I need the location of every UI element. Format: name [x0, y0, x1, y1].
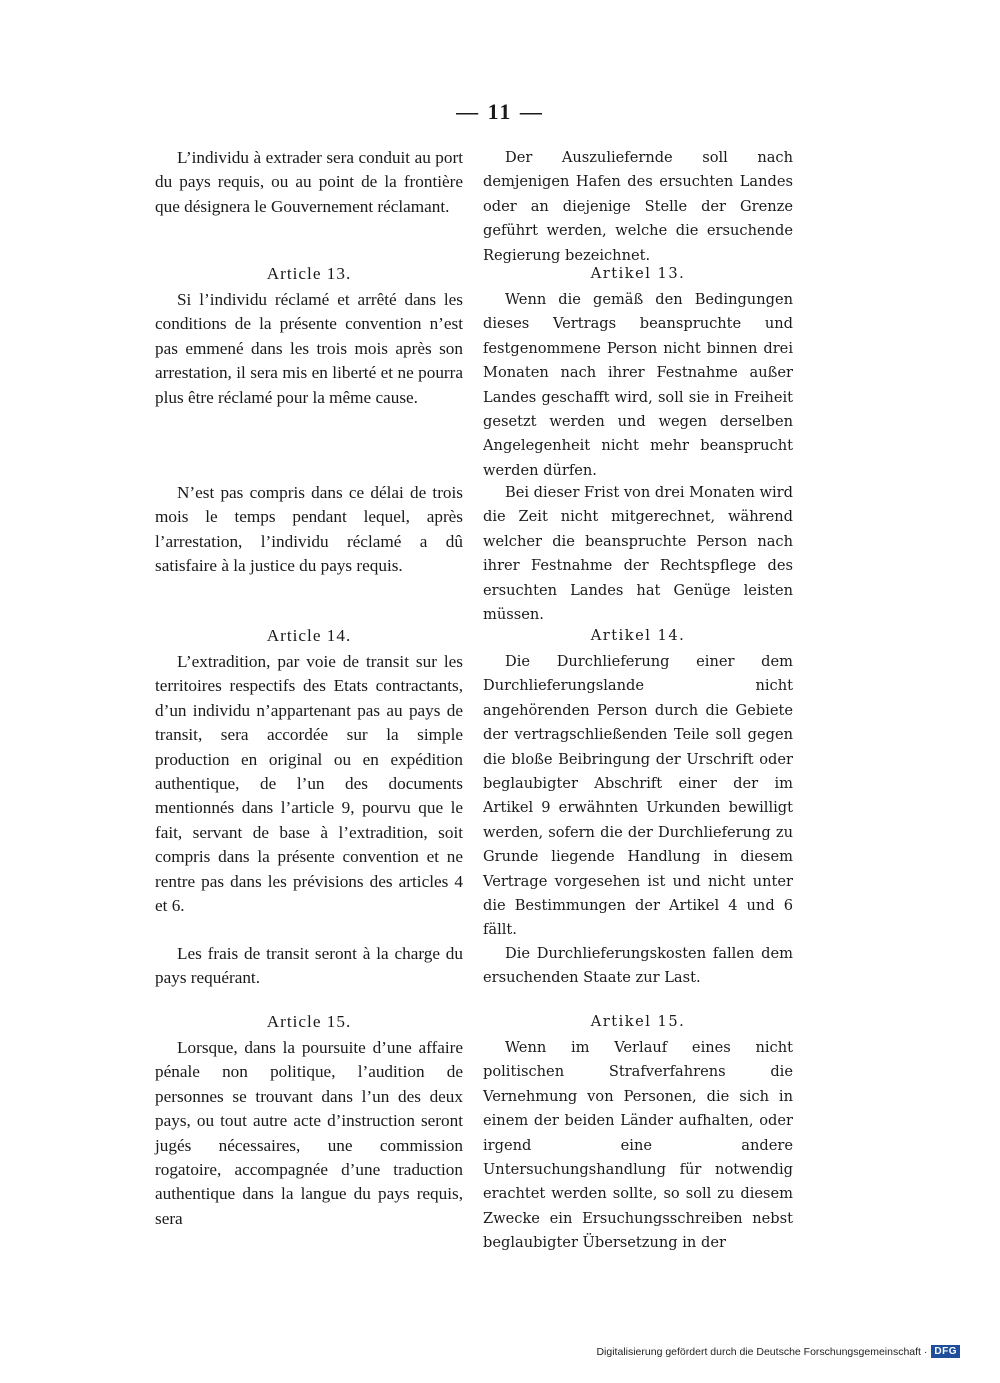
french-paragraph-article-14-first: L’extradition, par voie de transit sur les territoires respectifs des Etats contractants, d’un individu n’appartenant pas au pays de transit, sera accordée sur la simple production en original ou en expédition authentique, de l’un des documents mentionnés dans l’article 9, pourvu que le fait, servant de base à l’extradition, soit compris dans la présente convention et ne rentre pas dans les prévisions des articles 4 et 6. — [155, 652, 463, 916]
dfg-logo: DFG — [931, 1345, 960, 1358]
digitization-credit — [596, 1345, 960, 1358]
french-paragraph-article-14-second: Les frais de transit seront à la charge du pays requérant. — [155, 944, 463, 988]
french-paragraph-article-13-second: N’est pas compris dans ce délai de trois mois le temps pendant lequel, après l’arrestation, l’individu réclamé a dû satisfaire à la justice du pays requis. — [155, 483, 463, 576]
french-paragraph-article-13-first: Si l’individu réclamé et arrêté dans les conditions de la présente convention n’est pas emmené dans les trois mois après son arrestation, il sera mis en liberté et ne pourra plus être réclamé pour la même cause. — [155, 290, 463, 407]
german-heading-article-15: Artikel 15. — [590, 1013, 686, 1030]
german-paragraph-article-14-second: Die Durchlieferungskosten fallen dem ersuchenden Staate zur Last. — [483, 945, 793, 987]
german-paragraph-article-13-second: Bei dieser Frist von drei Monaten wird die Zeit nicht mitgerechnet, während welcher die beanspruchte Person nach ihrer Festnahme der Rechtspflege des ersuchten Landes hat Genüge leisten müssen. — [483, 484, 793, 624]
french-heading-article-15: Article 15. — [266, 1012, 352, 1031]
french-heading-article-14: Article 14. — [266, 626, 352, 645]
german-paragraph-extradition-transport: Der Auszuliefernde soll nach demjenigen Hafen des ersuchten Landes oder an diejenige Stelle der Grenze geführt werden, welche die ersuchende Regierung bezeichnet. — [483, 149, 793, 264]
german-paragraph-article-13-first: Wenn die gemäß den Bedingungen dieses Vertrags beanspruchte und festgenommene Person nicht binnen drei Monaten nach ihrer Festnahme außer Landes geschafft wird, soll sie in Freiheit gesetzt werden und wegen derselben Angelegenheit nicht mehr beansprucht werden dürfen. — [483, 291, 793, 479]
page-number: — 11 — — [456, 99, 544, 124]
german-paragraph-article-15: Wenn im Verlauf eines nicht politischen Strafverfahrens die Vernehmung von Personen, die sich in einem der beiden Länder aufhalten, oder irgend eine andere Untersuchungshandlung für notwendig erachtet werden sollte, so soll zu diesem Zwecke ein Ersuchungsschreiben nebst beglaubigter Übersetzung in der — [483, 1039, 793, 1252]
french-paragraph-article-15: Lorsque, dans la poursuite d’une affaire pénale non politique, l’audition de personnes se trouvant dans l’un des deux pays, ou tout autre acte d’instruction seront jugés nécessaires, une commission rogatoire, accompagnée d’une traduction authentique dans la langue du pays requis, sera — [155, 1038, 463, 1228]
german-heading-article-14: Artikel 14. — [590, 627, 686, 644]
french-paragraph-extradition-transport: L’individu à extrader sera conduit au port du pays requis, ou au point de la frontière que désignera le Gouvernement réclamant. — [155, 148, 463, 216]
german-paragraph-article-14-first: Die Durchlieferung einer dem Durchlieferungslande nicht angehörenden Person durch die Gebiete der vertragschließenden Teile soll gegen die bloße Beibringung der Urschrift oder beglaubigter Abschrift einer der im Artikel 9 erwähnten Urkunden bewilligt werden, sofern die der Durchlieferung zu Grunde liegende Handlung in diesem Vertrage vorgesehen ist und nicht unter die Bestimmungen der Artikel 4 und 6 fällt. — [483, 653, 793, 939]
digitization-credit-text: Digitalisierung gefördert durch die Deutsche Forschungsgemeinschaft · — [596, 1345, 928, 1358]
french-heading-article-13: Article 13. — [266, 264, 352, 283]
german-heading-article-13: Artikel 13. — [590, 265, 686, 282]
